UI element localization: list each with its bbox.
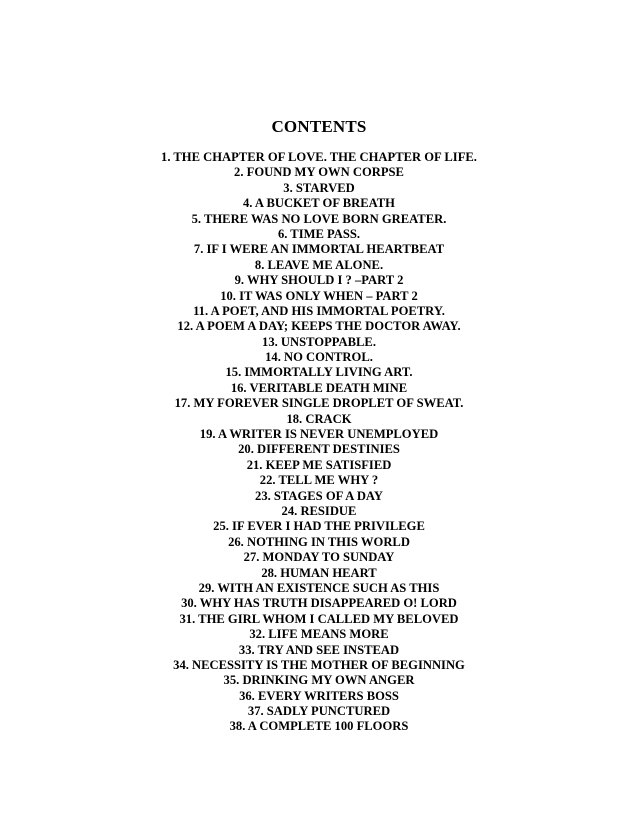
toc-entry: 3. STARVED — [283, 180, 355, 195]
toc-entry: 27. MONDAY TO SUNDAY — [243, 550, 395, 565]
toc-entry: 32. LIFE MEANS MORE — [249, 627, 389, 642]
table-of-contents — [0, 150, 638, 735]
toc-entry: 35. DRINKING MY OWN ANGER — [223, 673, 415, 688]
toc-entry: 19. A WRITER IS NEVER UNEMPLOYED — [199, 427, 439, 442]
toc-entry: 30. WHY HAS TRUTH DISAPPEARED O! LORD — [181, 596, 457, 611]
toc-entry: 18. CRACK — [286, 411, 352, 426]
toc-entry: 2. FOUND MY OWN CORPSE — [234, 165, 404, 180]
toc-entry: 7. IF I WERE AN IMMORTAL HEARTBEAT — [193, 242, 445, 257]
toc-entry: 33. TRY AND SEE INSTEAD — [238, 642, 400, 657]
toc-entry: 24. RESIDUE — [281, 503, 357, 518]
toc-entry: 22. TELL ME WHY ? — [259, 473, 379, 488]
toc-entry: 36. EVERY WRITERS BOSS — [239, 688, 399, 703]
toc-entry: 21. KEEP ME SATISFIED — [246, 457, 392, 472]
toc-entry: 9. WHY SHOULD I ? –PART 2 — [234, 273, 404, 288]
toc-entry: 38. A COMPLETE 100 FLOORS — [229, 719, 409, 734]
toc-entry: 16. VERITABLE DEATH MINE — [230, 380, 408, 395]
toc-entry: 8. LEAVE ME ALONE. — [254, 257, 384, 272]
toc-entry: 11. A POET, AND HIS IMMORTAL POETRY. — [193, 303, 445, 318]
toc-entry: 26. NOTHING IN THIS WORLD — [228, 534, 410, 549]
page-title: CONTENTS — [271, 117, 367, 136]
toc-entry: 34. NECESSITY IS THE MOTHER OF BEGINNING — [173, 657, 465, 672]
toc-entry: 23. STAGES OF A DAY — [255, 488, 383, 503]
toc-entry: 37. SADLY PUNCTURED — [247, 704, 391, 719]
toc-entry: 10. IT WAS ONLY WHEN – PART 2 — [220, 288, 418, 303]
toc-entry: 5. THERE WAS NO LOVE BORN GREATER. — [191, 211, 447, 226]
toc-entry: 6. TIME PASS. — [277, 226, 361, 241]
toc-entry: 13. UNSTOPPABLE. — [262, 334, 376, 349]
toc-entry: 1. THE CHAPTER OF LOVE. THE CHAPTER OF LIFE. — [161, 150, 477, 164]
toc-entry: 15. IMMORTALLY LIVING ART. — [225, 365, 413, 380]
toc-entry: 28. HUMAN HEART — [261, 565, 377, 580]
toc-entry: 31. THE GIRL WHOM I CALLED MY BELOVED — [179, 611, 459, 626]
toc-entry: 25. IF EVER I HAD THE PRIVILEGE — [213, 519, 425, 534]
toc-entry: 29. WITH AN EXISTENCE SUCH AS THIS — [198, 580, 440, 595]
toc-entry: 14. NO CONTROL. — [265, 350, 373, 365]
toc-entry: 4. A BUCKET OF BREATH — [243, 196, 395, 211]
toc-entry: 17. MY FOREVER SINGLE DROPLET OF SWEAT. — [174, 396, 464, 411]
toc-entry: 12. A POEM A DAY; KEEPS THE DOCTOR AWAY. — [177, 319, 461, 334]
toc-entry: 20. DIFFERENT DESTINIES — [238, 442, 400, 457]
